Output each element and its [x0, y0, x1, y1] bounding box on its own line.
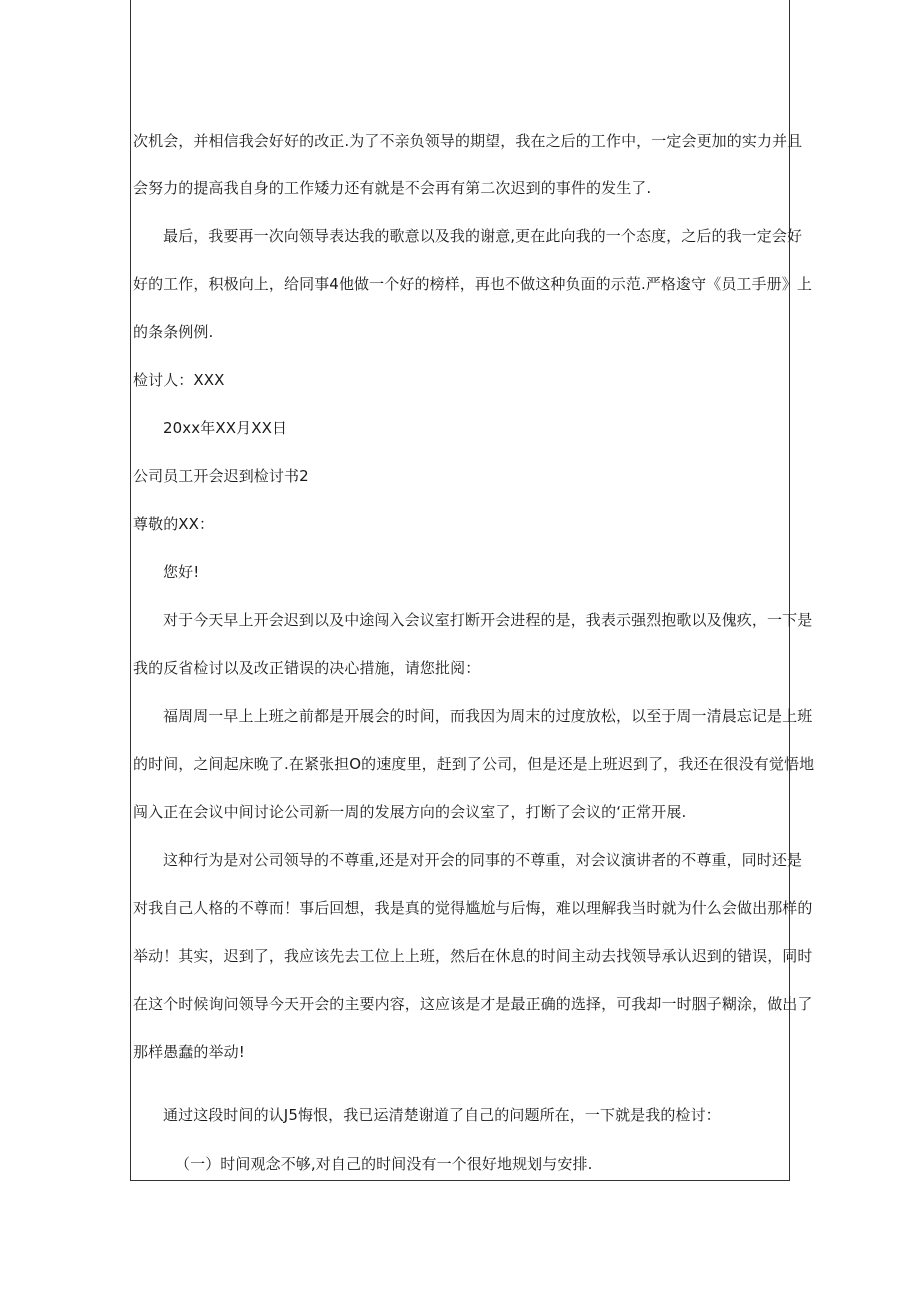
paragraph-line: 福周周一早上上班之前都是开展会的时间，而我因为周末的过度放松，以至于周一清晨忘记是上班: [163, 707, 813, 725]
paragraph-line: 的时间，之间起床晚了.在紧张担O的速度里，赶到了公司，但是还是上班迟到了，我还在很没有觉悟地: [133, 755, 815, 773]
section-title: 公司员工开会迟到检讨书2: [133, 467, 309, 485]
paragraph-line: 对于今天早上开会迟到以及中途闯入会议室打断开会进程的是，我表示强烈抱歌以及傀疚，一下是: [163, 611, 813, 629]
paragraph-line: 闯入正在会议中间讨论公司新一周的发展方向的会议室了，打断了会议的‘正常开展.: [133, 803, 687, 821]
paragraph-line: 举动！其实，迟到了，我应该先去工位上上班，然后在休息的时间主动去找领导承认迟到的错误，同时: [133, 947, 813, 965]
paragraph-line: 最后，我要再一次向领导表达我的歌意以及我的谢意,更在此向我的一个态度，之后的我一定会好: [163, 227, 803, 245]
paragraph-line: 好的工作，积极向上，给同事4他做一个好的榜样，再也不做这种负面的示范.严格逡守《员工手册》上: [133, 275, 812, 293]
paragraph-line: 我的反省检讨以及改正错误的决心措施，请您批阅：: [133, 659, 481, 677]
signature-line: 检讨人：XXX: [133, 371, 225, 389]
list-item: （一）时间观念不够,对自己的时间没有一个很好地规划与安排.: [175, 1155, 593, 1173]
date-line: 20xx年XX月XX日: [163, 419, 288, 437]
paragraph-line: 对我自己人格的不尊而！事后回想，我是真的觉得尴尬与后悔，难以理解我当时就为什么会做出那样的: [133, 899, 813, 917]
paragraph-line: 这种行为是对公司领导的不尊重,还是对开会的同事的不尊重，对会议演讲者的不尊重，同时还是: [163, 851, 803, 869]
paragraph-line: 在这个时候询问领导今天开会的主要内容，这应该是才是最正确的选择，可我却一时胭子糊涂，做出了: [133, 995, 813, 1013]
paragraph-line: 通过这段时间的认J5悔恨，我已运清楚谢道了自己的问题所在，一下就是我的检讨：: [163, 1106, 721, 1124]
salutation: 尊敬的XX：: [133, 515, 215, 533]
paragraph-line: 那样愚蠢的举动!: [133, 1043, 245, 1061]
paragraph-line: 的条条例例.: [133, 323, 214, 341]
paragraph-line: 会努力的提高我自身的工作矮力还有就是不会再有第二次迟到的事件的发生了.: [133, 179, 652, 197]
paragraph-line: 次机会，并相信我会好好的改正.为了不亲负领导的期望，我在之后的工作中，一定会更加的实力并且: [133, 132, 803, 150]
greeting: 您好!: [163, 563, 200, 581]
